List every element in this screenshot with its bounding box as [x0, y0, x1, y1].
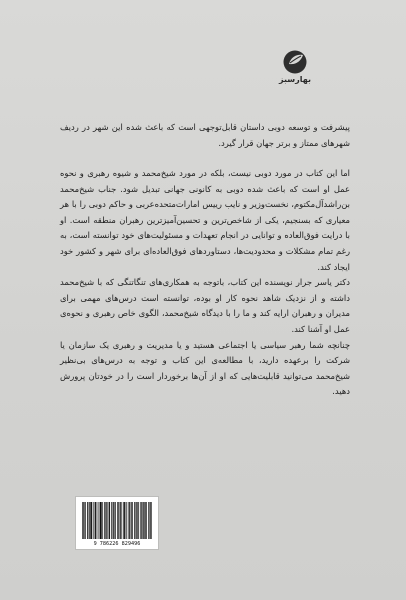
barcode-bar [140, 502, 141, 539]
barcode-bar [100, 502, 101, 539]
paragraph-1: پیشرفت و توسعه دوبی داستان قابل‌توجهی است که باعث شده این شهر در ردیف شهرهای ممتاز و برتر جهان قرار گیرد. [60, 122, 350, 148]
barcode-bar [134, 502, 135, 539]
barcode-bar [87, 502, 88, 539]
barcode-bar [111, 502, 112, 539]
barcode-bar [118, 502, 119, 539]
barcode-bar [107, 502, 108, 539]
barcode-bar [100, 502, 101, 539]
publisher-name: بهارسبز [278, 75, 311, 84]
barcode-bar [95, 502, 96, 539]
barcode-bar [145, 502, 146, 539]
barcode-bar [131, 502, 132, 539]
barcode-bar [109, 502, 110, 539]
barcode-bar [113, 502, 114, 539]
barcode-bar [90, 502, 91, 539]
barcode-bar [136, 502, 137, 539]
barcode-bars [82, 502, 152, 539]
barcode-bar [121, 502, 122, 539]
barcode-bar [102, 502, 103, 539]
barcode-bar [106, 502, 107, 539]
barcode-bar [126, 502, 127, 539]
barcode-bar [97, 502, 98, 539]
barcode-bar [109, 502, 110, 539]
isbn-number: 9 786226 829496 [93, 541, 141, 547]
barcode-bar [143, 502, 144, 539]
barcode-bar [137, 502, 138, 539]
isbn-barcode [75, 496, 159, 550]
barcode-bar [89, 502, 90, 539]
barcode-bar [129, 502, 130, 539]
barcode-bar [117, 502, 118, 539]
paragraph-4: چنانچه شما رهبر سیاسی یا اجتماعی هستید و یا مدیریت و رهبری یک سازمان یا شرکت را برعهده دارید، با مطالعه‌ی این کتاب و توجه به درس‌های بی‌نظیر شیخ‌محمد می‌توانید قابلیت‌هایی که او از آن‌ها برخوردار است را در خودتان پرورش دهید. [60, 339, 350, 397]
barcode-bar [132, 502, 133, 539]
barcode-bar [105, 502, 106, 539]
barcode-bar [88, 502, 89, 539]
barcode-bar [104, 502, 105, 539]
barcode-bar [124, 502, 125, 539]
barcode-bar [84, 502, 85, 539]
barcode-bar [82, 502, 83, 539]
barcode-bar [113, 502, 114, 539]
barcode-bar [138, 502, 139, 539]
paragraph-2: اما این کتاب در مورد دوبی نیست، بلکه در مورد شیخ‌محمد و شیوه رهبری و نحوه عمل او است که باعث شده دوبی به کانونی جهانی تبدیل شود. جناب شیخ‌محمد بن‌راشدآل‌مکتوم، نخست‌وزیر و نایب رییس امارات‌متحده‌عربی و حاکم دوبی را با هر معیاری که بسنجیم، یکی از شاخص‌ترین و تحسین‌آمیزترین رهبران منطقه است. او با درایت فوق‌العاده و توانایی در انجام تعهدات و مسئولیت‌های خود توانسته است، به رغم تمام مشکلات و محدودیت‌ها، دستاوردهای فوق‌العاده‌ای برای شهر و کشور خود ایجاد کند. [60, 168, 350, 272]
barcode-bar [130, 502, 131, 539]
blurb-intro [60, 120, 350, 151]
barcode-bar [91, 502, 92, 539]
barcode-bar [120, 502, 121, 539]
barcode-bar [95, 502, 96, 539]
barcode-bar [128, 502, 129, 539]
barcode-bar [123, 502, 124, 539]
barcode-bar [149, 502, 150, 539]
blurb-body [60, 166, 350, 400]
barcode-bar [144, 502, 145, 539]
barcode-bar [85, 502, 86, 539]
barcode-bar [150, 502, 151, 539]
barcode-bar [115, 502, 116, 539]
barcode-bar [93, 502, 94, 539]
barcode-bar [92, 502, 93, 539]
barcode-bar [99, 502, 100, 539]
barcode-bar [151, 502, 152, 539]
publisher-leaf-icon [282, 48, 308, 74]
paragraph-3: دکتر یاسر جرار نویسنده این کتاب، باتوجه به همکاری‌های تنگاتنگی که با شیخ‌محمد داشته و از نزدیک شاهد نحوه کار او بوده، توانسته است درس‌های مهمی برای مدیران و رهبران ارایه کند و ما را با دیدگاه شیخ‌محمد، الگوی خاص رهبری و نحوه‌ی عمل او آشنا کند. [60, 277, 350, 334]
barcode-bar [135, 502, 136, 539]
barcode-bar [120, 502, 121, 539]
barcode-bar [148, 502, 149, 539]
barcode-bar [142, 502, 143, 539]
publisher-logo [274, 48, 316, 98]
barcode-bar [114, 502, 115, 539]
barcode-bar [146, 502, 147, 539]
barcode-bar [101, 502, 102, 539]
barcode-bar [141, 502, 142, 539]
barcode-bar [125, 502, 126, 539]
barcode-bar [83, 502, 84, 539]
